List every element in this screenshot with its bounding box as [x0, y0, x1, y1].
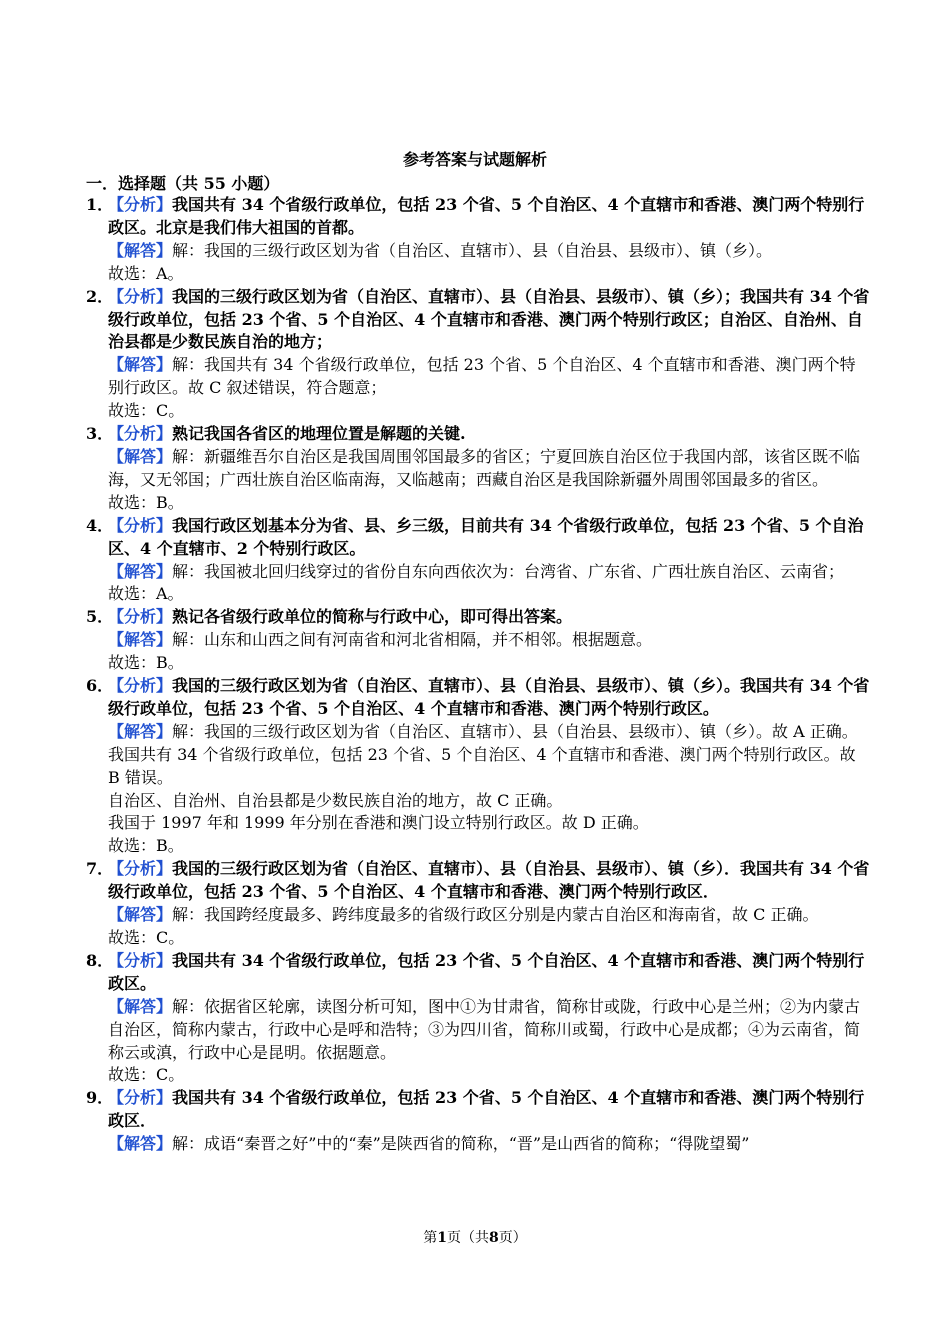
solution-prefix: 解：	[172, 446, 205, 466]
question-number: 3．	[86, 424, 114, 444]
question-number: 5．	[86, 607, 114, 627]
analysis-text: 熟记各省级行政单位的简称与行政中心，即可得出答案。	[172, 607, 573, 627]
solution-extra-paragraph: 我国共有 34 个省级行政单位，包括 23 个省、5 个自治区、4 个直辖市和香港、澳门两个特别行政区。故 B 错误。	[108, 744, 856, 787]
analysis-text: 我国的三级行政区划为省（自治区、直辖市）、县（自治县、县级市）、镇（乡）。我国共有 34 个省级行政单位，包括 23 个省、5 个自治区、4 个直辖市和香港、澳门两个特别行政区。	[108, 676, 870, 718]
solution-paragraph	[86, 996, 870, 1065]
solution-paragraph	[86, 629, 870, 652]
solution-tag: 【解答】	[108, 1134, 173, 1154]
solution-paragraph	[86, 904, 870, 927]
question-item	[86, 858, 870, 950]
solution-prefix: 解：	[172, 355, 205, 375]
solution-prefix: 解：	[172, 996, 205, 1016]
analysis-paragraph	[86, 286, 870, 355]
solution-paragraph	[86, 721, 870, 744]
solution-text: 我国的三级行政区划为省（自治区、直辖市）、县（自治县、县级市）、镇（乡）。故 A 正确。	[204, 721, 858, 741]
analysis-tag: 【分析】	[108, 424, 173, 444]
analysis-tag: 【分析】	[108, 607, 173, 627]
question-item	[86, 423, 870, 515]
analysis-text: 我国的三级行政区划为省（自治区、直辖市）、县（自治县、县级市）、镇（乡）．我国共有 34 个省级行政单位，包括 23 个省、5 个自治区、4 个直辖市和香港、澳门两个特别行政区．	[108, 859, 870, 902]
analysis-tag: 【分析】	[108, 1088, 173, 1108]
analysis-paragraph	[86, 675, 870, 721]
page-title: 参考答案与试题解析	[402, 150, 547, 169]
solution-paragraph	[86, 354, 870, 400]
question-item	[86, 286, 870, 423]
section-heading: 一．选择题（共 55 小题）	[86, 174, 280, 193]
answer-line: 故选：B。	[108, 836, 184, 856]
answer-line: 故选：B。	[108, 653, 184, 673]
solution-tag: 【解答】	[108, 630, 173, 650]
analysis-paragraph	[86, 423, 870, 446]
footer-total-pages: 8	[489, 1230, 499, 1246]
question-list	[86, 194, 870, 1156]
question-item	[86, 606, 870, 675]
solution-extra-paragraph: 自治区、自治州、自治县都是少数民族自治的地方，故 C 正确。	[108, 790, 563, 810]
solution-prefix: 解：	[172, 630, 205, 650]
question-number: 4．	[86, 515, 114, 535]
solution-paragraph	[86, 446, 870, 492]
footer-prefix: 第	[423, 1230, 438, 1246]
question-item	[86, 515, 870, 607]
analysis-text: 我国共有 34 个省级行政单位，包括 23 个省、5 个自治区、4 个直辖市和香港、澳门两个特别行政区．	[108, 1088, 865, 1131]
analysis-tag: 【分析】	[108, 195, 173, 214]
solution-tag: 【解答】	[108, 996, 173, 1016]
question-item	[86, 1087, 870, 1156]
question-item	[86, 950, 870, 1087]
solution-text: 山东和山西之间有河南省和河北省相隔，并不相邻。根据题意。	[204, 630, 653, 650]
analysis-text: 我国行政区划基本分为省、县、乡三级，目前共有 34 个省级行政单位，包括 23 个省、5 个自治区、4 个直辖市、2 个特别行政区。	[108, 515, 864, 558]
solution-prefix: 解：	[172, 561, 205, 581]
analysis-text: 我国共有 34 个省级行政单位，包括 23 个省、5 个自治区、4 个直辖市和香港、澳门两个特别行政区。北京是我们伟大祖国的首都。	[108, 195, 865, 237]
analysis-paragraph	[86, 194, 870, 240]
footer-page-number: 1	[437, 1230, 447, 1246]
analysis-text: 我国共有 34 个省级行政单位，包括 23 个省、5 个自治区、4 个直辖市和香港、澳门两个特别行政区。	[108, 950, 865, 993]
solution-extra-paragraph: 我国于 1997 年和 1999 年分别在香港和澳门设立特别行政区。故 D 正确。	[108, 813, 649, 833]
solution-text: 依据省区轮廓，读图分析可知，图中①为甘肃省，简称甘或陇，行政中心是兰州；②为内蒙古自治区，简称内蒙古，行政中心是呼和浩特；③为四川省，简称川或蜀，行政中心是成都；④为云南省，简称云或滇，行政中心是昆明。依据题意。	[108, 996, 861, 1062]
question-number: 2．	[86, 286, 114, 306]
solution-tag: 【解答】	[108, 240, 173, 260]
answer-line: 故选：C。	[108, 1065, 185, 1085]
solution-paragraph	[86, 561, 870, 584]
question-number: 1．	[86, 195, 114, 214]
solution-tag: 【解答】	[108, 446, 173, 466]
question-number: 9．	[86, 1088, 114, 1108]
footer-suffix: 页）	[498, 1230, 527, 1246]
solution-tag: 【解答】	[108, 355, 173, 375]
answer-line: 故选：C。	[108, 401, 185, 421]
analysis-tag: 【分析】	[108, 515, 173, 535]
analysis-paragraph	[86, 858, 870, 904]
question-number: 6．	[86, 676, 114, 696]
question-number: 8．	[86, 950, 114, 970]
solution-prefix: 解：	[172, 240, 205, 260]
answer-line: 故选：A。	[108, 263, 184, 283]
solution-text: 成语“秦晋之好”中的“秦”是陕西省的简称，“晋”是山西省的简称；“得陇望蜀”	[204, 1134, 750, 1154]
analysis-paragraph	[86, 606, 870, 629]
analysis-text: 熟记我国各省区的地理位置是解题的关键.	[172, 424, 466, 444]
question-item	[86, 675, 870, 858]
solution-prefix: 解：	[172, 905, 205, 925]
solution-tag: 【解答】	[108, 721, 173, 741]
analysis-tag: 【分析】	[108, 676, 173, 696]
analysis-paragraph	[86, 950, 870, 996]
analysis-text: 我国的三级行政区划为省（自治区、直辖市）、县（自治县、县级市）、镇（乡）；我国共有 34 个省级行政单位，包括 23 个省、5 个自治区、4 个直辖市和香港、澳门两个特别行政区；自治区、自治州、自治县都是少数民族自治的地方；	[108, 286, 870, 352]
analysis-tag: 【分析】	[108, 286, 173, 306]
footer-middle: 页（共	[447, 1230, 489, 1246]
answer-line: 故选：C。	[108, 928, 185, 947]
analysis-tag: 【分析】	[108, 859, 173, 879]
answer-line: 故选：B。	[108, 492, 184, 512]
page-footer	[0, 1228, 950, 1248]
question-item	[86, 194, 870, 286]
question-number: 7．	[86, 859, 114, 879]
analysis-paragraph	[86, 1087, 870, 1133]
solution-prefix: 解：	[172, 721, 205, 741]
analysis-tag: 【分析】	[108, 950, 173, 970]
solution-text: 我国共有 34 个省级行政单位，包括 23 个省、5 个自治区、4 个直辖市和香港、澳门两个特别行政区。故 C 叙述错误，符合题意；	[108, 355, 856, 398]
analysis-paragraph	[86, 515, 870, 561]
answer-line: 故选：A。	[108, 584, 184, 604]
solution-text: 我国被北回归线穿过的省份自东向西依次为：台湾省、广东省、广西壮族自治区、云南省；	[204, 561, 845, 581]
solution-text: 新疆维吾尔自治区是我国周围邻国最多的省区；宁夏回族自治区位于我国内部，该省区既不临海，又无邻国；广西壮族自治区临南海，又临越南；西藏自治区是我国除新疆外周围邻国最多的省区。	[108, 446, 861, 489]
solution-text: 我国的三级行政区划为省（自治区、直辖市）、县（自治县、县级市）、镇（乡）。	[204, 240, 773, 260]
solution-text: 我国跨经度最多、跨纬度最多的省级行政区分别是内蒙古自治区和海南省，故 C 正确。	[204, 905, 819, 925]
solution-tag: 【解答】	[108, 905, 173, 925]
solution-prefix: 解：	[172, 1134, 205, 1154]
solution-paragraph	[86, 240, 870, 263]
solution-tag: 【解答】	[108, 561, 173, 581]
solution-paragraph	[86, 1133, 870, 1156]
